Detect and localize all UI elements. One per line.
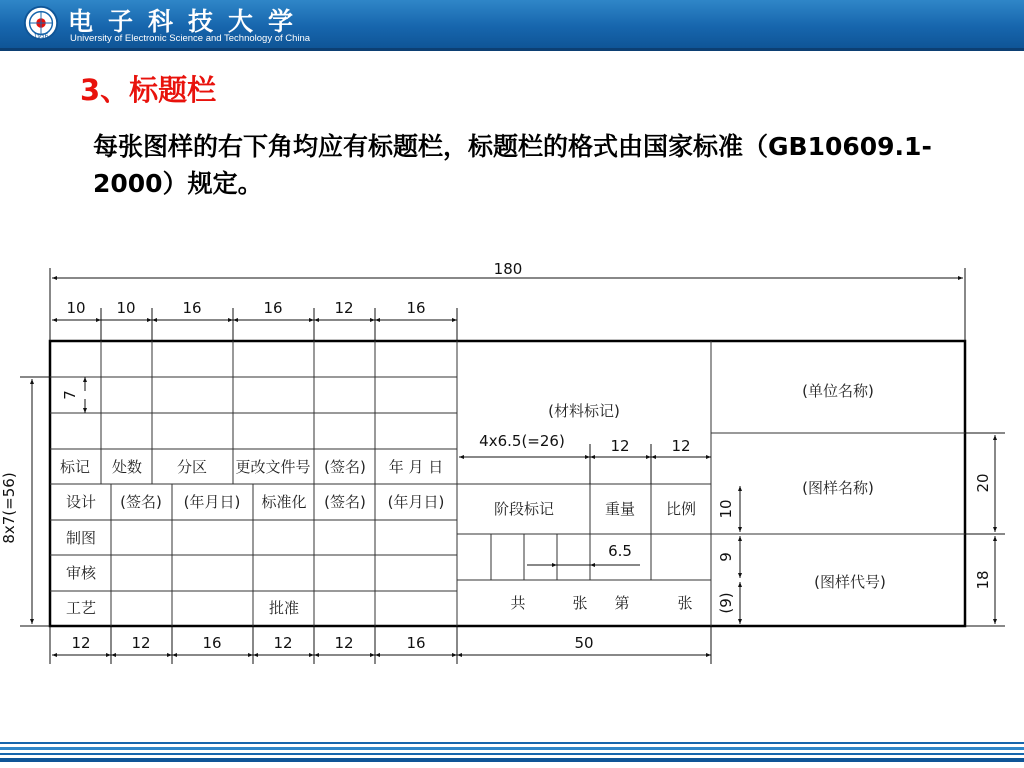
- dim-right-2: 9: [717, 552, 735, 562]
- cell-header-count: 处数: [111, 458, 143, 476]
- cell-drawing-name: (图样名称): [802, 479, 874, 497]
- dimension-top: [52, 308, 457, 341]
- dim-top-4: 16: [263, 299, 283, 317]
- dim-material-row: 4x6.5(=26): [479, 432, 565, 450]
- dim-top-5: 12: [334, 299, 354, 317]
- cell-header-docno: 更改文件号: [235, 458, 311, 476]
- slide-body-text: 每张图样的右下角均应有标题栏，标题栏的格式由国家标准（GB10609.1-2000）规定。: [93, 132, 932, 198]
- dim-row-height: 7: [61, 390, 79, 400]
- cell-standardize-sign: (签名): [324, 493, 366, 511]
- dim-top-1: 10: [66, 299, 86, 317]
- dim-bottom-4: 12: [273, 634, 293, 652]
- dim-far-right-1: 20: [974, 473, 992, 493]
- cell-process: 工艺: [65, 599, 97, 617]
- cell-header-sign: (签名): [324, 458, 366, 476]
- slide-title: 3、标题栏: [80, 73, 217, 107]
- cell-weight: 重量: [604, 500, 636, 518]
- cell-sheet-total: 共: [510, 594, 526, 612]
- dim-stage-row: 6.5: [608, 542, 632, 560]
- cell-drafting: 制图: [65, 529, 97, 547]
- dim-top-3: 16: [182, 299, 202, 317]
- dim-bottom-2: 12: [131, 634, 151, 652]
- cell-header-zone: 分区: [176, 458, 208, 476]
- dim-stage-1: 12: [610, 437, 630, 455]
- cell-header-mark: 标记: [59, 458, 91, 476]
- dim-bottom-3: 16: [202, 634, 222, 652]
- cell-design-sign: (签名): [120, 493, 162, 511]
- cell-drawing-code: (图样代号): [814, 573, 886, 591]
- dim-total-label: 180: [493, 260, 523, 278]
- dim-right-3: (9): [717, 592, 735, 614]
- cell-material: (材料标记): [548, 402, 620, 420]
- logo-year: 1956: [33, 34, 49, 41]
- cell-header-date: 年 月 日: [388, 458, 444, 476]
- dimension-far-right: [965, 433, 1005, 626]
- university-name-cn: 电子科技大学: [68, 7, 309, 36]
- cell-design: 设计: [65, 493, 97, 511]
- cell-sheet-no: 第: [614, 594, 630, 612]
- dim-stage-2: 12: [671, 437, 691, 455]
- dim-far-right-2: 18: [974, 570, 992, 590]
- dim-top-6: 16: [406, 299, 426, 317]
- cell-review: 审核: [65, 564, 97, 582]
- dim-rows-total: 8x7(=56): [0, 472, 18, 544]
- cell-sheet-unit-1: 张: [572, 594, 588, 612]
- dim-bottom-1: 12: [71, 634, 91, 652]
- dim-right-1: 10: [717, 499, 735, 519]
- cell-standardize: 标准化: [261, 493, 307, 511]
- cell-scale: 比例: [665, 500, 697, 518]
- cell-sheet-unit-2: 张: [677, 594, 693, 612]
- dim-bottom-5: 12: [334, 634, 354, 652]
- cell-design-date: (年月日): [183, 493, 241, 511]
- cell-approve: 批准: [268, 599, 300, 617]
- cell-standardize-date: (年月日): [387, 493, 445, 511]
- university-name-en: University of Electronic Science and Technology of China: [70, 33, 311, 44]
- cell-stage-mark: 阶段标记: [493, 500, 555, 518]
- cell-unit-name: (单位名称): [802, 382, 874, 400]
- footer-stripes: [0, 738, 1024, 768]
- dim-top-2: 10: [116, 299, 136, 317]
- dim-bottom-7: 50: [574, 634, 594, 652]
- dim-bottom-6: 16: [406, 634, 426, 652]
